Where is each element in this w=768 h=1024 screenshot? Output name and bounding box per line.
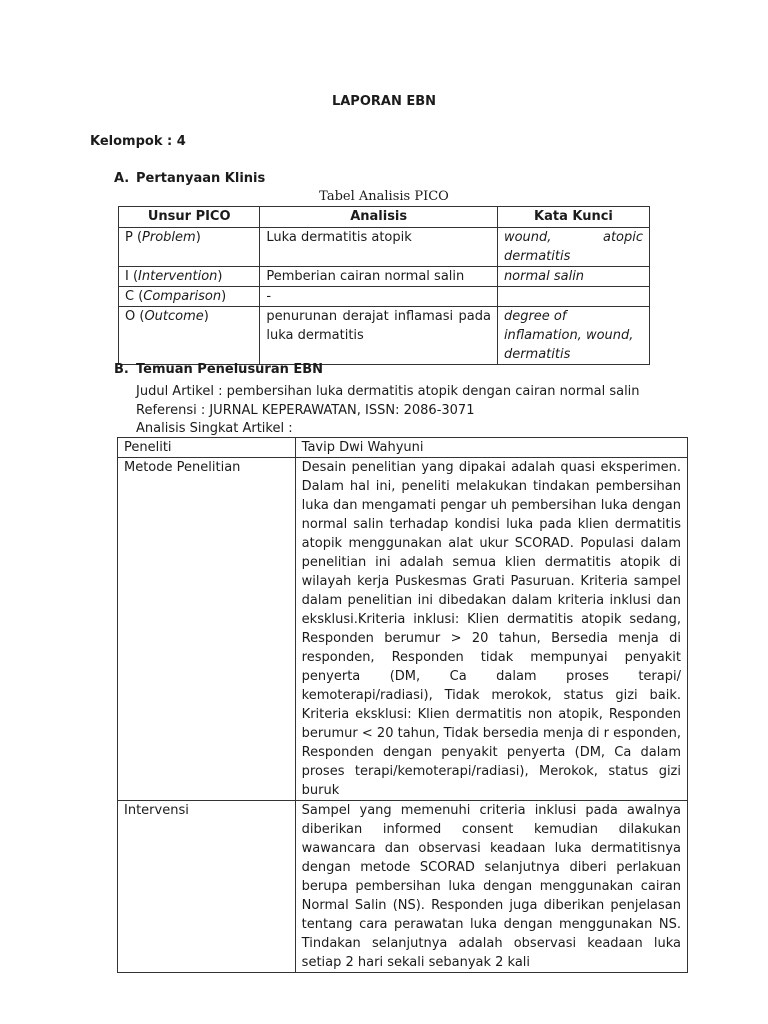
pico-table xyxy=(118,206,650,365)
analysis-label-cell: Metode Penelitian xyxy=(118,458,296,801)
pico-header-unsur: Unsur PICO xyxy=(119,207,260,228)
analysis-value-cell: Sampel yang memenuhi criteria inklusi pada awalnya diberikan informed consent kemudian dilakukan wawancara dan observasi keadaan luka dermatitisnya dengan metode SCORAD selanjutnya diberi perlakuan berupa pembersihan luka dengan menggunakan cairan Normal Salin (NS). Responden juga diberikan penjelasan tentang cara perawatan luka dengan menggunakan NS. Tindakan selanjutnya adalah observasi keadaan luka setiap 2 hari sekali sebanyak 2 kali xyxy=(295,801,687,973)
pico-unsur-cell: O (Outcome) xyxy=(119,307,260,365)
pico-analysis-cell: Pemberian cairan normal salin xyxy=(260,267,498,287)
article-analysis-table xyxy=(117,437,688,973)
pico-unsur-cell: C (Comparison) xyxy=(119,287,260,307)
analysis-value-cell: Tavip Dwi Wahyuni xyxy=(295,438,687,458)
pico-header-row xyxy=(119,207,650,228)
analysis-value-cell: Desain penelitian yang dipakai adalah quasi eksperimen. Dalam hal ini, peneliti melakukan tindakan pembersihan luka dan mengamati pengar uh pembersihan luka dengan normal salin terhadap kondisi luka pada klien dermatitis atopik menggunakan alat ukur SCORAD. Populasi dalam penelitian ini adalah semua klien dermatitis atopik di wilayah kerja Puskesmas Grati Pasuruan. Kriteria sampel dalam penelitian ini dibedakan dalam kriteria inklusi dan eksklusi.Kriteria inklusi: Klien dermatitis atopik sedang, Responden berumur > 20 tahun, Bersedia menja di responden, Responden tidak mempunyai penyakit penyerta (DM, Ca dalam proses terapi/ kemoterapi/radiasi), Tidak merokok, status gizi baik. Kriteria eksklusi: Klien dermatitis non atopik, Responden berumur < 20 tahun, Tidak bersedia menja di r esponden, Responden dengan penyakit penyerta (DM, Ca dalam proses terapi/kemoterapi/radiasi), Merokok, status gizi buruk xyxy=(295,458,687,801)
analysis-label-cell: Peneliti xyxy=(118,438,296,458)
section-b-title: Temuan Penelusuran EBN xyxy=(136,362,324,377)
analysis-row-peneliti xyxy=(118,438,688,458)
article-title-line: Judul Artikel : pembersihan luka dermatitis atopik dengan cairan normal salin xyxy=(136,384,640,399)
analysis-row-intervensi xyxy=(118,801,688,973)
article-reference-line: Referensi : JURNAL KEPERAWATAN, ISSN: 2086-3071 xyxy=(136,403,475,418)
pico-keyword-cell xyxy=(497,287,649,307)
pico-keyword-cell: degree of inflamation, wound, dermatitis xyxy=(497,307,649,365)
pico-analysis-cell: - xyxy=(260,287,498,307)
analysis-row-metode xyxy=(118,458,688,801)
group-label: Kelompok : 4 xyxy=(90,134,186,149)
section-a-letter: A. xyxy=(114,171,130,186)
pico-analysis-cell: Luka dermatitis atopik xyxy=(260,228,498,267)
pico-header-analisis: Analisis xyxy=(260,207,498,228)
analysis-label-cell: Intervensi xyxy=(118,801,296,973)
pico-analysis-cell: penurunan derajat inflamasi pada luka dermatitis xyxy=(260,307,498,365)
section-b-heading xyxy=(114,362,323,377)
pico-row-problem xyxy=(119,228,650,267)
section-a-title: Pertanyaan Klinis xyxy=(136,171,266,186)
pico-row-intervention xyxy=(119,267,650,287)
pico-unsur-cell: P (Problem) xyxy=(119,228,260,267)
pico-keyword-cell: normal salin xyxy=(497,267,649,287)
section-b-letter: B. xyxy=(114,362,129,377)
pico-row-outcome xyxy=(119,307,650,365)
pico-header-kata-kunci: Kata Kunci xyxy=(497,207,649,228)
pico-unsur-cell: I (Intervention) xyxy=(119,267,260,287)
pico-row-comparison xyxy=(119,287,650,307)
pico-table-caption: Tabel Analisis PICO xyxy=(319,189,449,204)
document-title: LAPORAN EBN xyxy=(331,94,437,109)
article-analysis-label: Analisis Singkat Artikel : xyxy=(136,421,293,436)
section-a-heading xyxy=(114,171,265,186)
pico-keyword-cell: wound, atopic dermatitis xyxy=(497,228,649,267)
